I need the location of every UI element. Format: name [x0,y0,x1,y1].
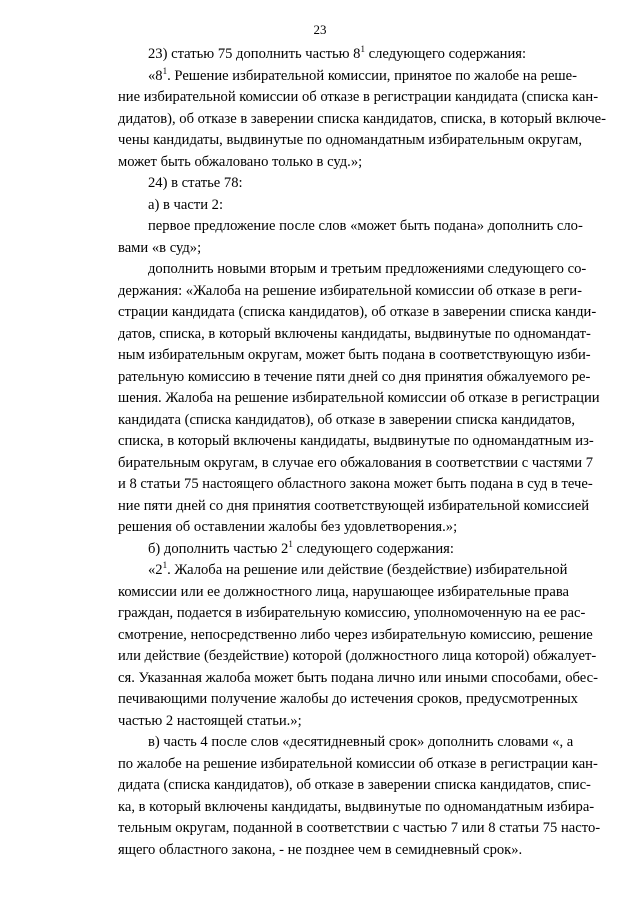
text-line [118,603,586,625]
text-line [118,754,598,776]
text-line-content: а) в части 2: [148,196,224,213]
text-line [118,689,578,711]
text-line [118,130,583,152]
text-line-content: кандидата (списка кандидатов), об отказе в заверении списка кандидатов, [118,411,575,428]
text-line-content: тельным округам, поданной в соответствии с частью 7 или 8 статьи 75 насто- [118,820,601,836]
text-line-content: шения. Жалоба на решение избирательной комиссии об отказе в регистрации [118,390,600,406]
text-line-content: может быть обжаловано только в суд.»; [118,153,363,170]
text-line-content: смотрение, непосредственно либо через избирательную комиссию, решение [118,626,593,643]
text-line [118,388,600,410]
text-line-content: или действие (бездействие) которой (должностного лица которой) обжалует- [118,648,597,664]
superscript-index: 1 [162,65,168,76]
text-line-content: в) часть 4 после слов «десятидневный срок» дополнить словами «, а [148,734,574,750]
superscript-index: 1 [360,44,365,54]
text-line-content: первое предложение после слов «может быть подана» дополнить сло- [148,218,583,234]
text-line [118,453,594,475]
text-line [118,711,529,733]
text-line-content: по жалобе на решение избирательной комиссии об отказе в регистрации кан- [118,755,598,772]
text-line-content: б) дополнить частью 2 [148,540,289,557]
text-line [118,582,570,604]
text-line-content: ние избирательной комиссии об отказе в регистрации кандидата (списка кан- [118,89,599,105]
text-line-content: держания: «Жалоба на решение избирательной комиссии об отказе в реги- [118,282,582,299]
text-line [118,517,529,539]
superscript-index: 1 [288,538,293,549]
text-line [118,732,574,754]
text-line [118,775,591,797]
text-line-content: бирательным округам, в случае его обжалования в соответствии с частями 7 [118,454,594,471]
text-line-content: ящего областного закона, - не позднее чем в семидневный срок». [118,841,523,858]
text-line [118,431,594,453]
text-line [118,818,601,840]
text-line [118,238,529,260]
text-line-content: комиссии или ее должностного лица, нарушающее избирательные права [118,583,570,600]
text-line-continuation: . Решение избирательной комиссии, принятое по жалобе на реше- [167,67,577,84]
text-line [118,410,575,432]
text-line [118,259,587,281]
text-line-content: решения об оставлении жалобы без удовлетворения.»; [118,519,458,535]
text-line [118,216,583,238]
text-line [118,281,582,303]
text-line-content: частью 2 настоящей статьи.»; [118,712,302,729]
text-line [118,65,577,88]
text-line-content: ным избирательным округам, может быть подана в соответствующую изби- [118,347,591,363]
text-line [118,152,529,174]
text-line-content: ние пяти дней со дня принятия соответствующей избирательной комиссией [118,497,590,514]
text-line [118,173,529,195]
superscript-index: 1 [162,560,168,570]
text-line-content: ка, в который включены кандидаты, выдвинутые по одномандатным избира- [118,798,595,815]
text-line [118,87,599,109]
text-line [118,625,593,647]
text-line-content: списка, в который включены кандидаты, выдвинутые по одномандатным из- [118,433,594,449]
text-line [118,646,597,668]
text-line-continuation: следующего содержания: [292,540,454,557]
text-line-content: и 8 статьи 75 настоящего областного закона может быть подана в суд в тече- [118,476,593,492]
text-line [118,560,568,582]
text-line-content: печивающими получение жалобы до истечения сроков, предусмотренных [118,691,578,707]
text-line [118,44,529,66]
text-line-content: 23) статью 75 дополнить частью 8 [148,46,361,62]
text-line [118,302,597,324]
text-line-content: дидата (списка кандидатов), об отказе в заверении списка кандидатов, спис- [118,777,591,793]
text-line [118,539,529,561]
text-line-content: 24) в статье 78: [148,175,243,191]
text-line-content: дидатов), об отказе в заверении списка кандидатов, списка, в который включе- [118,110,606,127]
text-line [118,324,591,346]
text-line-content: вами «в суд»; [118,239,202,256]
text-line-content: страции кандидата (списка кандидатов), об отказе в заверении списка канди- [118,304,597,320]
text-line-content: ся. Указанная жалоба может быть подана лично или иными способами, обес- [118,669,598,686]
text-line-content: чены кандидаты, выдвинутые по одномандатным избирательным округам, [118,132,583,148]
text-line [118,668,598,690]
text-line-content: граждан, подается в избирательную комиссию, уполномоченную на ее рас- [118,605,586,621]
text-line-content: рательную комиссию в течение пяти дней со дня принятия обжалуемого ре- [118,368,591,385]
text-line [118,345,591,367]
text-line-content: «2 [148,562,163,578]
text-line [118,840,529,862]
page-number: 23 [313,22,327,37]
text-line [118,474,593,496]
text-line [118,367,591,389]
text-line-continuation: . Жалоба на решение или действие (бездействие) избирательной [167,562,568,578]
text-line-continuation: следующего содержания: [364,46,527,62]
text-line-content: «8 [148,67,163,84]
text-line [118,195,529,217]
document-body [118,44,606,861]
text-line-content: датов, списка, в который включены кандидаты, выдвинутые по одномандат- [118,325,591,342]
text-line [118,797,595,819]
text-line [118,496,590,518]
text-line [118,109,606,131]
text-line-content: дополнить новыми вторым и третьим предложениями следующего со- [148,261,587,277]
